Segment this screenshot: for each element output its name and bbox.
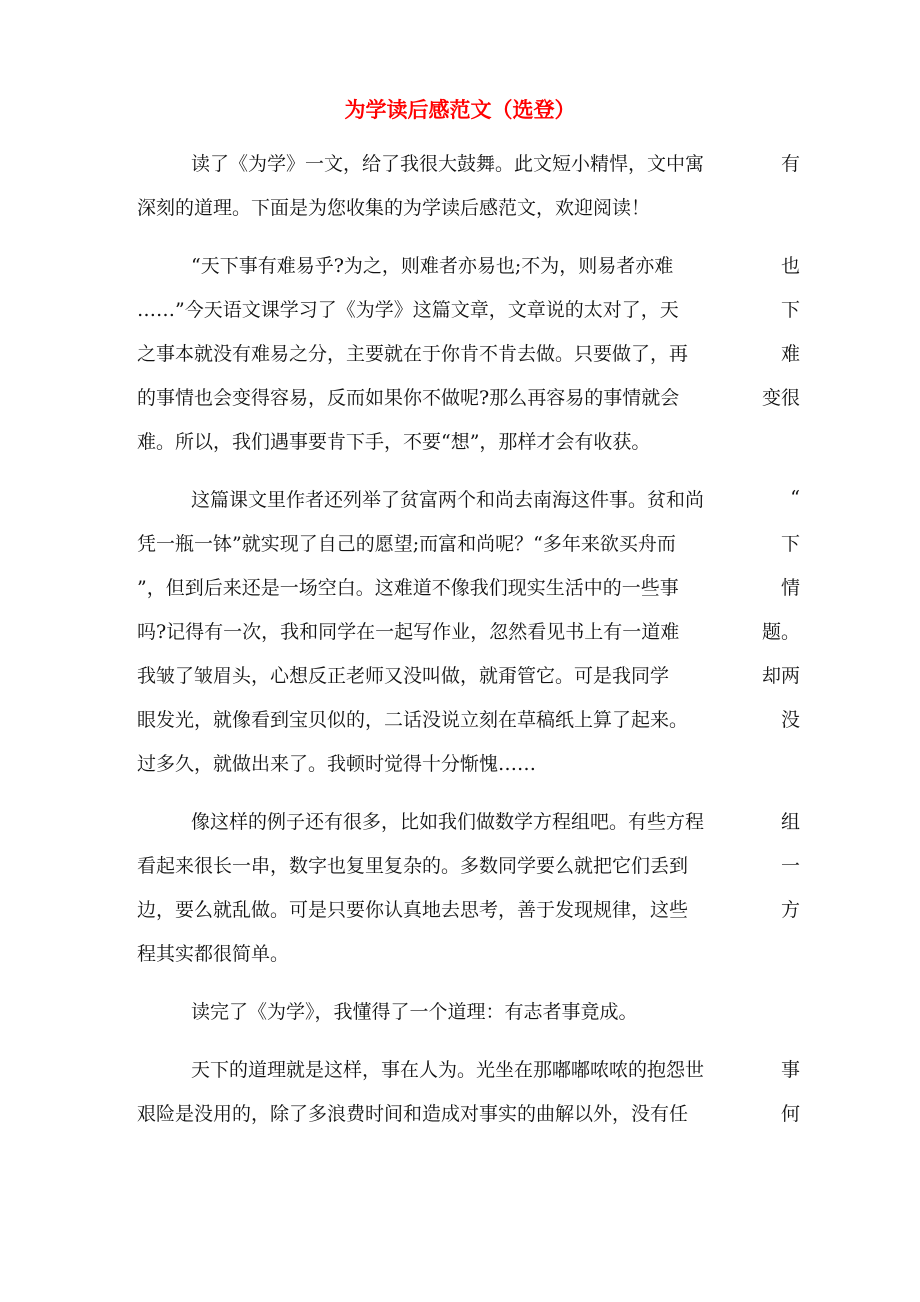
- text-line: [137, 1090, 800, 1134]
- paragraph: [137, 1046, 800, 1134]
- line-tail-text: 下: [780, 298, 800, 321]
- paragraph-gap: [137, 974, 800, 988]
- line-tail-text: 组: [780, 810, 800, 833]
- line-tail-text: 变很: [761, 386, 800, 409]
- line-text: 这篇课文里作者还列举了贫富两个和尚去南海这件事。贫和尚: [191, 488, 705, 511]
- line-text: 难。所以，我们遇事要肯下手，不要“想”，那样才会有收获。: [137, 430, 651, 453]
- line-tail-text: 事: [780, 1058, 800, 1081]
- line-tail-text: 何: [780, 1102, 800, 1125]
- line-tail-text: 也: [780, 254, 800, 277]
- document-title: 为学读后感范文（选登）: [344, 97, 576, 122]
- paragraph: [137, 988, 800, 1032]
- line-text: 眼发光，就像看到宝贝似的，二话没说立刻在草稿纸上算了起来。: [137, 708, 689, 731]
- line-text: ……”今天语文课学习了《为学》这篇文章，文章说的太对了，天: [137, 298, 679, 321]
- text-line: [137, 696, 800, 740]
- line-tail-text: 没: [780, 708, 800, 731]
- text-line: [137, 476, 800, 520]
- text-line: [137, 798, 800, 842]
- line-tail-text: 有: [780, 152, 800, 175]
- line-text: 像这样的例子还有很多，比如我们做数学方程组吧。有些方程: [191, 810, 705, 833]
- text-line: [137, 418, 800, 462]
- paragraph-gap: [137, 462, 800, 476]
- text-line: [137, 520, 800, 564]
- line-text: 凭一瓶一钵”就实现了自己的愿望;而富和尚呢？“多年来欲买舟而: [137, 532, 676, 555]
- paragraph: [137, 140, 800, 228]
- line-tail-text: “: [790, 487, 800, 509]
- line-tail-text: 却两: [761, 664, 800, 687]
- line-text: “天下事有难易乎?为之，则难者亦易也;不为，则易者亦难: [191, 254, 674, 277]
- line-text: 程其实都很简单。: [137, 942, 290, 965]
- text-line: [137, 140, 800, 184]
- text-line: [137, 330, 800, 374]
- text-line: [137, 374, 800, 418]
- text-line: [137, 740, 800, 784]
- line-text: 我皱了皱眉头，心想反正老师又没叫做，就甭管它。可是我同学: [137, 664, 670, 687]
- text-line: [137, 652, 800, 696]
- document-body: [137, 140, 800, 1134]
- line-text: 吗?记得有一次，我和同学在一起写作业，忽然看见书上有一道难: [137, 620, 680, 643]
- paragraph: [137, 242, 800, 462]
- paragraph: [137, 798, 800, 974]
- paragraph-gap: [137, 1032, 800, 1046]
- paragraph: [137, 476, 800, 784]
- text-line: [137, 242, 800, 286]
- text-line: [137, 286, 800, 330]
- line-tail-text: 情: [780, 576, 800, 599]
- line-tail-text: 一: [780, 854, 800, 877]
- text-line: [137, 184, 800, 228]
- line-tail-text: 难: [780, 342, 800, 365]
- text-line: [137, 608, 800, 652]
- paragraph-gap: [137, 228, 800, 242]
- line-text: 看起来很长一串，数字也复里复杂的。多数同学要么就把它们丢到: [137, 854, 689, 877]
- line-text: 艰险是没用的，除了多浪费时间和造成对事实的曲解以外，没有任: [137, 1102, 689, 1125]
- text-line: [137, 1046, 800, 1090]
- line-text: 过多久，就做出来了。我顿时觉得十分惭愧……: [137, 752, 537, 775]
- line-text: 深刻的道理。下面是为您收集的为学读后感范文，欢迎阅读！: [137, 196, 651, 219]
- line-text: 之事本就没有难易之分，主要就在于你肯不肯去做。只要做了，再: [137, 342, 689, 365]
- line-text: 的事情也会变得容易，反而如果你不做呢?那么再容易的事情就会: [137, 386, 680, 409]
- line-tail-text: 题。: [761, 620, 800, 643]
- line-text: ”，但到后来还是一场空白。这难道不像我们现实生活中的一些事: [137, 576, 679, 599]
- line-tail-text: 方: [780, 898, 800, 921]
- text-line: [137, 988, 800, 1032]
- line-text: 边，要么就乱做。可是只要你认真地去思考，善于发现规律，这些: [137, 898, 689, 921]
- line-tail-text: 下: [780, 532, 800, 555]
- line-text: 读了《为学》一文，给了我很大鼓舞。此文短小精悍，文中寓: [191, 152, 705, 175]
- text-line: [137, 842, 800, 886]
- text-line: [137, 564, 800, 608]
- paragraph-gap: [137, 784, 800, 798]
- line-text: 天下的道理就是这样，事在人为。光坐在那嘟嘟哝哝的抱怨世: [191, 1058, 705, 1081]
- line-text: 读完了《为学》，我懂得了一个道理：有志者事竟成。: [191, 1000, 638, 1023]
- text-line: [137, 930, 800, 974]
- text-line: [137, 886, 800, 930]
